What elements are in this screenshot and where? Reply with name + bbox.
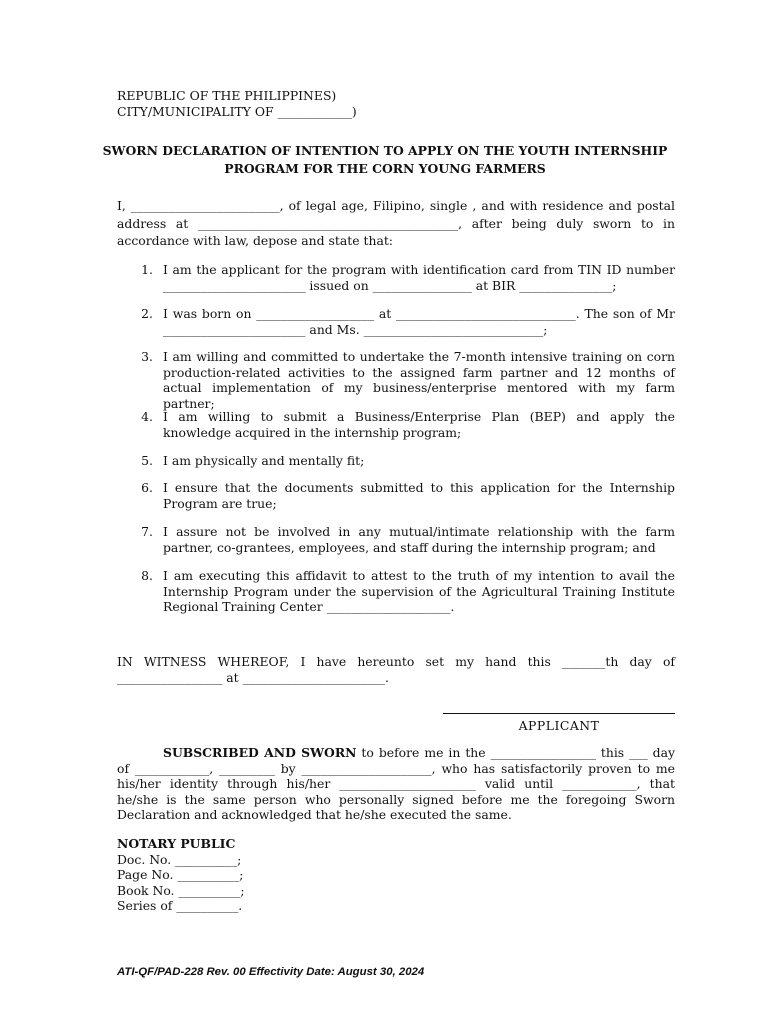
applicant-signature-line[interactable] [443,713,675,714]
applicant-label: APPLICANT [518,718,600,733]
item-text: I am willing and committed to undertake the 7-month intensive training on corn production-related activities to the assigned farm partner and 12 months of actual implementation of my business/enterprise mentored with my farm partner; [163,349,675,411]
notary-series: Series of __________. [117,898,243,914]
item-text: I am executing this affidavit to attest to the truth of my intention to avail the Internship Program under the supervision of the Agricultural Training Institute Regional Training Center ____________________. [163,568,675,615]
item-text: I was born on ___________________ at _____________________________. The son of Mr _______________________ and Ms. _____________________________; [163,306,675,337]
notary-doc-no: Doc. No. __________; [117,851,242,867]
item-text: I assure not be involved in any mutual/intimate relationship with the farm partner, co-grantees, employees, and staff during the internship program; and [163,524,675,555]
form-footer: ATI-QF/PAD-228 Rev. 00 Effectivity Date: August 30, 2024 [117,966,425,978]
item-number: 6. [141,480,153,495]
header-line-republic: REPUBLIC OF THE PHILIPPINES) [117,88,337,103]
item-text: I am the applicant for the program with identification card from TIN ID number _______________________ issued on ________________ at BIR _______________; [163,262,675,293]
item-number: 7. [141,524,153,539]
item-number: 3. [141,349,153,364]
item-text: I ensure that the documents submitted to this application for the Internship Program are true; [163,480,675,511]
item-text: I am physically and mentally fit; [163,453,365,468]
subscribed-heading: SUBSCRIBED AND SWORN [163,745,357,760]
witness-paragraph: IN WITNESS WHEREOF, I have hereunto set my hand this _______th day of _________________ at _______________________. [117,654,675,685]
item-number: 8. [141,568,153,583]
item-number: 2. [141,306,153,321]
intro-paragraph: I, ________________________, of legal age, Filipino, single , and with residence and postal address at __________________________________________, after being duly sworn to in accordance with law, depose and state that: [117,198,675,249]
notary-block [117,836,245,914]
notary-heading: NOTARY PUBLIC [117,836,236,851]
notary-book-no: Book No. __________; [117,882,245,898]
document-title [90,142,680,178]
item-number: 4. [141,409,153,424]
item-number: 1. [141,262,153,277]
item-number: 5. [141,453,153,468]
subscribed-paragraph [117,745,675,823]
notary-page-no: Page No. __________; [117,867,244,883]
item-text: I am willing to submit a Business/Enterprise Plan (BEP) and apply the knowledge acquired in the internship program; [163,409,675,440]
header-line-city: CITY/MUNICIPALITY OF ____________) [117,103,357,119]
header-republic [117,88,675,119]
title-line-1: SWORN DECLARATION OF INTENTION TO APPLY ON THE YOUTH INTERNSHIP [102,143,668,158]
title-line-2: PROGRAM FOR THE CORN YOUNG FARMERS [224,161,546,176]
subscribed-text: to before me in the _________________ this ___ day of ____________, _________ by _____________________, who has satisfactorily proven to me his/her identity through his/her ______________________ valid until ____________, that he/she is the same person who personally signed before me the foregoing Sworn Declaration and acknowledged that he/she executed the same. [117,745,675,823]
